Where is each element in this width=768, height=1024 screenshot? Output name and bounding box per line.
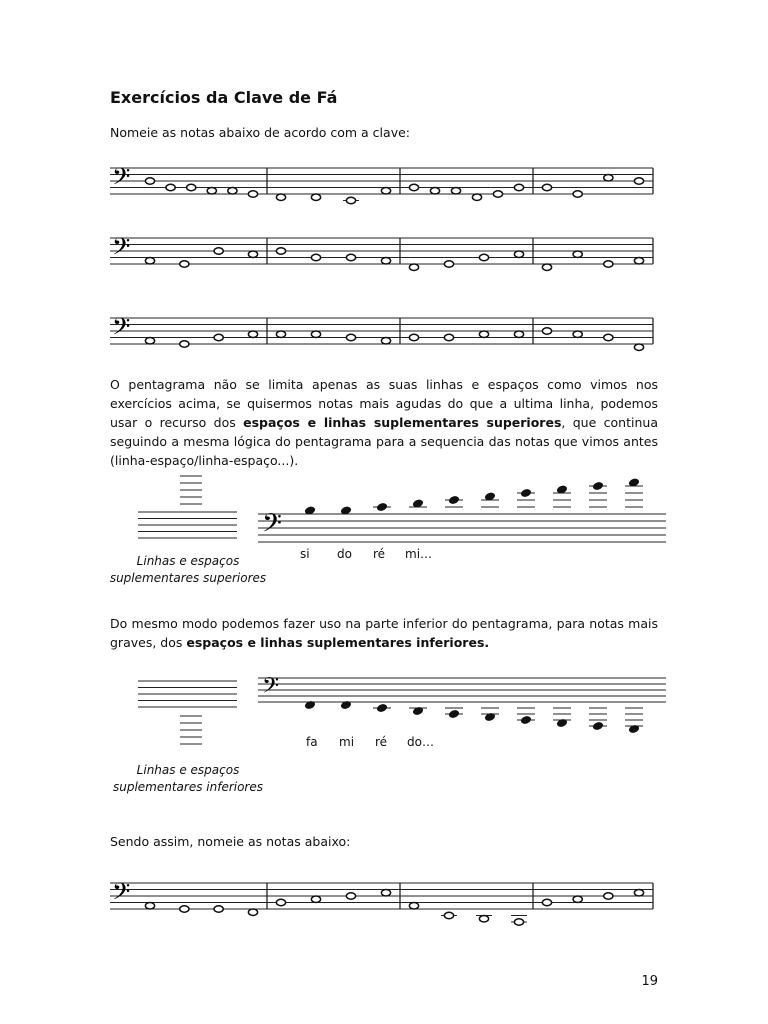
bass-clef-icon: 𝄢 <box>112 161 131 196</box>
whole-note <box>444 334 453 340</box>
whole-note <box>542 328 551 334</box>
whole-note <box>248 251 257 257</box>
whole-note <box>493 191 502 197</box>
whole-note <box>573 191 582 197</box>
whole-note <box>573 251 582 257</box>
whole-note <box>479 916 488 922</box>
whole-note <box>276 194 285 200</box>
caption-lower-ledger: Linhas e espaços suplementares inferiores <box>112 763 264 794</box>
whole-note <box>514 251 523 257</box>
note-head <box>448 495 460 505</box>
whole-note <box>214 248 223 254</box>
whole-note <box>346 893 355 899</box>
whole-note <box>472 194 481 200</box>
bass-clef-icon: 𝄢 <box>112 231 131 266</box>
whole-note <box>634 890 643 896</box>
note-head <box>304 700 316 710</box>
note-head <box>628 724 640 734</box>
whole-note <box>542 264 551 270</box>
whole-note <box>145 178 154 184</box>
whole-note <box>542 899 551 905</box>
whole-note <box>276 331 285 337</box>
exercise-instruction: Nomeie as notas abaixo de acordo com a clave: <box>110 125 410 140</box>
note-head <box>520 488 532 498</box>
note-head <box>412 706 424 716</box>
whole-note <box>187 184 196 190</box>
whole-note <box>248 191 257 197</box>
exercise-staff-3 <box>110 310 655 350</box>
whole-note <box>451 188 460 194</box>
whole-note <box>409 264 418 270</box>
lower-ledger-notes-staff <box>258 673 668 748</box>
whole-note <box>479 254 488 260</box>
whole-note <box>346 197 355 203</box>
page-number: 19 <box>641 974 658 989</box>
note-label-mi: mi… <box>405 547 433 561</box>
bass-clef-icon: 𝄢 <box>262 673 279 705</box>
whole-note <box>248 909 257 915</box>
page-title: Exercícios da Clave de Fá <box>110 88 338 107</box>
note-head <box>340 700 352 710</box>
whole-note <box>381 188 390 194</box>
whole-note <box>311 254 320 260</box>
lower-ledger-lines-illustration <box>135 678 245 748</box>
whole-note <box>145 258 154 264</box>
upper-ledger-lines-illustration <box>135 470 245 540</box>
whole-note <box>604 893 613 899</box>
exercise-staff-4 <box>110 875 655 915</box>
whole-note <box>573 331 582 337</box>
note-label-fa: fa <box>306 735 318 749</box>
note-label-si: si <box>300 547 310 561</box>
whole-note <box>346 334 355 340</box>
whole-note <box>214 906 223 912</box>
bass-clef-icon: 𝄢 <box>262 508 282 545</box>
whole-note <box>604 261 613 267</box>
paragraph-lower-ledger: Do mesmo modo podemos fazer uso na parte inferior do pentagrama, para notas mais graves, dos espaços e linhas suplementares inferiores. <box>110 616 658 650</box>
bass-clef-icon: 𝄢 <box>112 311 131 346</box>
caption-upper-ledger: Linhas e espaços suplementares superiores <box>109 554 267 585</box>
whole-note <box>514 331 523 337</box>
whole-note <box>444 912 453 918</box>
whole-note <box>409 334 418 340</box>
note-head <box>376 703 388 713</box>
whole-note <box>228 188 237 194</box>
whole-note <box>180 906 189 912</box>
whole-note <box>634 178 643 184</box>
whole-note <box>248 331 257 337</box>
whole-note <box>514 184 523 190</box>
note-label-re-low: ré <box>375 735 388 749</box>
whole-note <box>381 890 390 896</box>
whole-note <box>634 344 643 350</box>
whole-note <box>444 261 453 267</box>
note-head <box>448 709 460 719</box>
whole-note <box>409 184 418 190</box>
whole-note <box>409 903 418 909</box>
whole-note <box>207 188 216 194</box>
whole-note <box>381 338 390 344</box>
note-head <box>556 718 568 728</box>
whole-note <box>214 334 223 340</box>
whole-note <box>604 175 613 181</box>
note-head <box>592 481 604 491</box>
whole-note <box>634 258 643 264</box>
paragraph-upper-ledger: O pentagrama não se limita apenas as suas linhas e espaços como vimos nos exercícios acima, se quisermos notas mais agudas do que a ultima linha, podemos usar o recurso dos espaços e linhas suplementares superiores, que continua seguindo a mesma lógica do pentagrama para a sequencia das notas que vimos antes (linha-espaço/linha-espaço...). <box>110 377 658 468</box>
upper-ledger-notes-staff <box>258 470 668 550</box>
whole-note <box>573 896 582 902</box>
note-label-mi-low: mi <box>339 735 355 749</box>
note-head <box>592 721 604 731</box>
whole-note <box>180 341 189 347</box>
whole-note <box>180 261 189 267</box>
whole-note <box>145 338 154 344</box>
whole-note <box>479 331 488 337</box>
whole-note <box>276 899 285 905</box>
whole-note <box>311 194 320 200</box>
bass-clef-icon: 𝄢 <box>112 876 131 911</box>
whole-note <box>604 334 613 340</box>
whole-note <box>346 254 355 260</box>
note-head <box>376 502 388 512</box>
note-head <box>520 715 532 725</box>
whole-note <box>381 258 390 264</box>
whole-note <box>430 188 439 194</box>
whole-note <box>514 919 523 925</box>
whole-note <box>542 184 551 190</box>
note-head <box>484 712 496 722</box>
exercise-staff-1 <box>110 160 655 200</box>
note-label-do: do <box>337 547 352 561</box>
exercise-staff-2 <box>110 230 655 270</box>
note-label-re: ré <box>373 547 386 561</box>
closing-instruction: Sendo assim, nomeie as notas abaixo: <box>110 834 351 849</box>
note-label-do-low: do… <box>407 735 434 749</box>
whole-note <box>311 331 320 337</box>
whole-note <box>276 248 285 254</box>
whole-note <box>311 896 320 902</box>
whole-note <box>166 184 175 190</box>
whole-note <box>145 903 154 909</box>
